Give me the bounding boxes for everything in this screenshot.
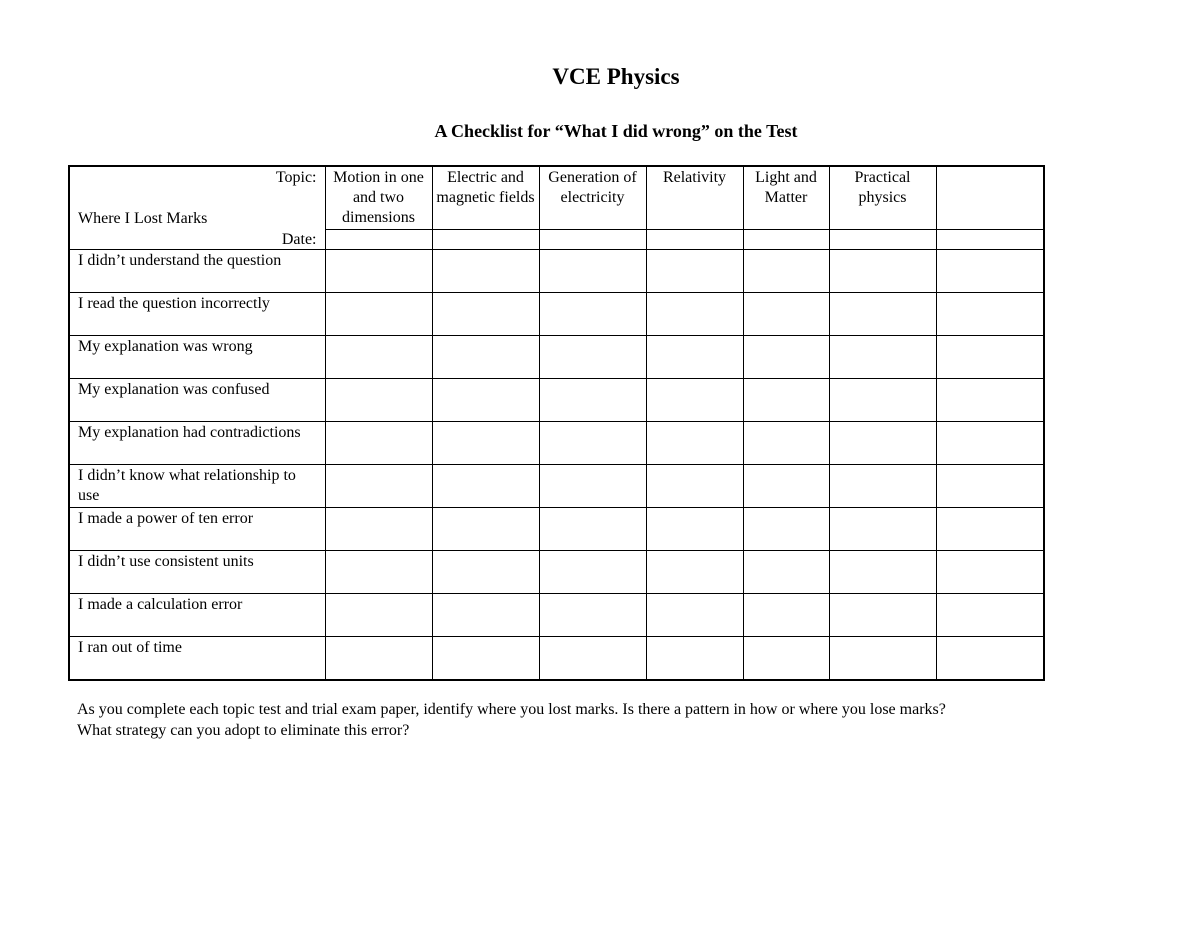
row-label: I read the question incorrectly: [69, 293, 325, 336]
check-cell[interactable]: [936, 465, 1044, 508]
check-cell[interactable]: [325, 379, 432, 422]
check-cell[interactable]: [743, 250, 829, 293]
check-cell[interactable]: [325, 594, 432, 637]
instructions-line-1: As you complete each topic test and trial exam paper, identify where you lost marks. Is there a pattern in how or where you lose marks?: [77, 701, 946, 718]
row-label: My explanation was confused: [69, 379, 325, 422]
check-cell[interactable]: [539, 336, 646, 379]
column-header-practical: Practical physics: [829, 166, 936, 230]
page-title: VCE Physics: [552, 64, 680, 89]
check-cell[interactable]: [539, 293, 646, 336]
check-cell[interactable]: [432, 508, 539, 551]
row-label: My explanation was wrong: [69, 336, 325, 379]
check-cell[interactable]: [646, 465, 743, 508]
instructions-line-2: What strategy can you adopt to eliminate this error?: [77, 722, 410, 739]
check-cell[interactable]: [646, 594, 743, 637]
date-cell[interactable]: [539, 230, 646, 250]
check-cell[interactable]: [936, 551, 1044, 594]
check-cell[interactable]: [646, 379, 743, 422]
check-cell[interactable]: [936, 422, 1044, 465]
check-cell[interactable]: [539, 551, 646, 594]
check-cell[interactable]: [936, 379, 1044, 422]
check-cell[interactable]: [325, 637, 432, 681]
check-cell[interactable]: [325, 336, 432, 379]
check-cell[interactable]: [936, 250, 1044, 293]
check-cell[interactable]: [325, 250, 432, 293]
table-row: [69, 594, 1044, 637]
check-cell[interactable]: [539, 637, 646, 681]
check-cell[interactable]: [432, 594, 539, 637]
check-cell[interactable]: [539, 250, 646, 293]
check-cell[interactable]: [432, 465, 539, 508]
check-cell[interactable]: [432, 422, 539, 465]
check-cell[interactable]: [743, 508, 829, 551]
check-cell[interactable]: [829, 422, 936, 465]
check-cell[interactable]: [936, 594, 1044, 637]
check-cell[interactable]: [646, 293, 743, 336]
check-cell[interactable]: [829, 336, 936, 379]
where-lost-marks-label: Where I Lost Marks: [78, 210, 208, 227]
check-cell[interactable]: [646, 250, 743, 293]
check-cell[interactable]: [743, 637, 829, 681]
date-cell[interactable]: [646, 230, 743, 250]
column-header-light-matter: Light and Matter: [743, 166, 829, 230]
row-label: I made a calculation error: [69, 594, 325, 637]
table-row: [69, 250, 1044, 293]
check-cell[interactable]: [829, 250, 936, 293]
check-cell[interactable]: [743, 293, 829, 336]
date-label: Date:: [281, 231, 317, 248]
date-cell[interactable]: [432, 230, 539, 250]
check-cell[interactable]: [936, 637, 1044, 681]
table-row: [69, 336, 1044, 379]
check-cell[interactable]: [539, 508, 646, 551]
date-cell[interactable]: [325, 230, 432, 250]
column-header-electric-magnetic: Electric and magnetic fields: [432, 166, 539, 230]
row-label: I didn’t use consistent units: [69, 551, 325, 594]
row-label: I didn’t understand the question: [69, 250, 325, 293]
check-cell[interactable]: [325, 551, 432, 594]
check-cell[interactable]: [646, 551, 743, 594]
instructions-note: [77, 699, 1087, 741]
check-cell[interactable]: [539, 465, 646, 508]
table-row: [69, 551, 1044, 594]
topic-label: Topic:: [275, 169, 317, 186]
column-header-relativity: Relativity: [646, 166, 743, 230]
check-cell[interactable]: [829, 637, 936, 681]
column-header-motion: Motion in one and two dimensions: [325, 166, 432, 230]
check-cell[interactable]: [829, 293, 936, 336]
check-cell[interactable]: [539, 594, 646, 637]
check-cell[interactable]: [743, 594, 829, 637]
check-cell[interactable]: [432, 551, 539, 594]
check-cell[interactable]: [325, 508, 432, 551]
check-cell[interactable]: [743, 422, 829, 465]
check-cell[interactable]: [743, 465, 829, 508]
date-cell[interactable]: [743, 230, 829, 250]
check-cell[interactable]: [432, 250, 539, 293]
check-cell[interactable]: [325, 293, 432, 336]
header-corner-cell: [69, 166, 325, 250]
table-row: [69, 465, 1044, 508]
check-cell[interactable]: [829, 594, 936, 637]
check-cell[interactable]: [829, 551, 936, 594]
check-cell[interactable]: [743, 336, 829, 379]
check-cell[interactable]: [325, 422, 432, 465]
table-row: [69, 637, 1044, 681]
row-label: I didn’t know what relationship to use: [69, 465, 325, 508]
check-cell[interactable]: [325, 465, 432, 508]
row-label: I ran out of time: [69, 637, 325, 681]
column-header-generation: Generation of electricity: [539, 166, 646, 230]
page-subtitle: A Checklist for “What I did wrong” on the Test: [434, 121, 798, 141]
check-cell[interactable]: [646, 637, 743, 681]
check-cell[interactable]: [539, 379, 646, 422]
table-row: [69, 508, 1044, 551]
check-cell[interactable]: [646, 336, 743, 379]
check-cell[interactable]: [936, 508, 1044, 551]
check-cell[interactable]: [539, 422, 646, 465]
check-cell[interactable]: [829, 508, 936, 551]
check-cell[interactable]: [646, 422, 743, 465]
checklist-table: [68, 165, 1045, 681]
table-row: [69, 422, 1044, 465]
table-row: [69, 379, 1044, 422]
check-cell[interactable]: [743, 379, 829, 422]
row-label: I made a power of ten error: [69, 508, 325, 551]
check-cell[interactable]: [646, 508, 743, 551]
date-cell[interactable]: [829, 230, 936, 250]
check-cell[interactable]: [936, 293, 1044, 336]
check-cell[interactable]: [432, 637, 539, 681]
column-header-blank: [936, 166, 1044, 230]
check-cell[interactable]: [432, 379, 539, 422]
check-cell[interactable]: [743, 551, 829, 594]
check-cell[interactable]: [829, 379, 936, 422]
check-cell[interactable]: [829, 465, 936, 508]
check-cell[interactable]: [432, 293, 539, 336]
check-cell[interactable]: [936, 336, 1044, 379]
row-label: My explanation had contradictions: [69, 422, 325, 465]
check-cell[interactable]: [432, 336, 539, 379]
table-row: [69, 293, 1044, 336]
date-cell[interactable]: [936, 230, 1044, 250]
